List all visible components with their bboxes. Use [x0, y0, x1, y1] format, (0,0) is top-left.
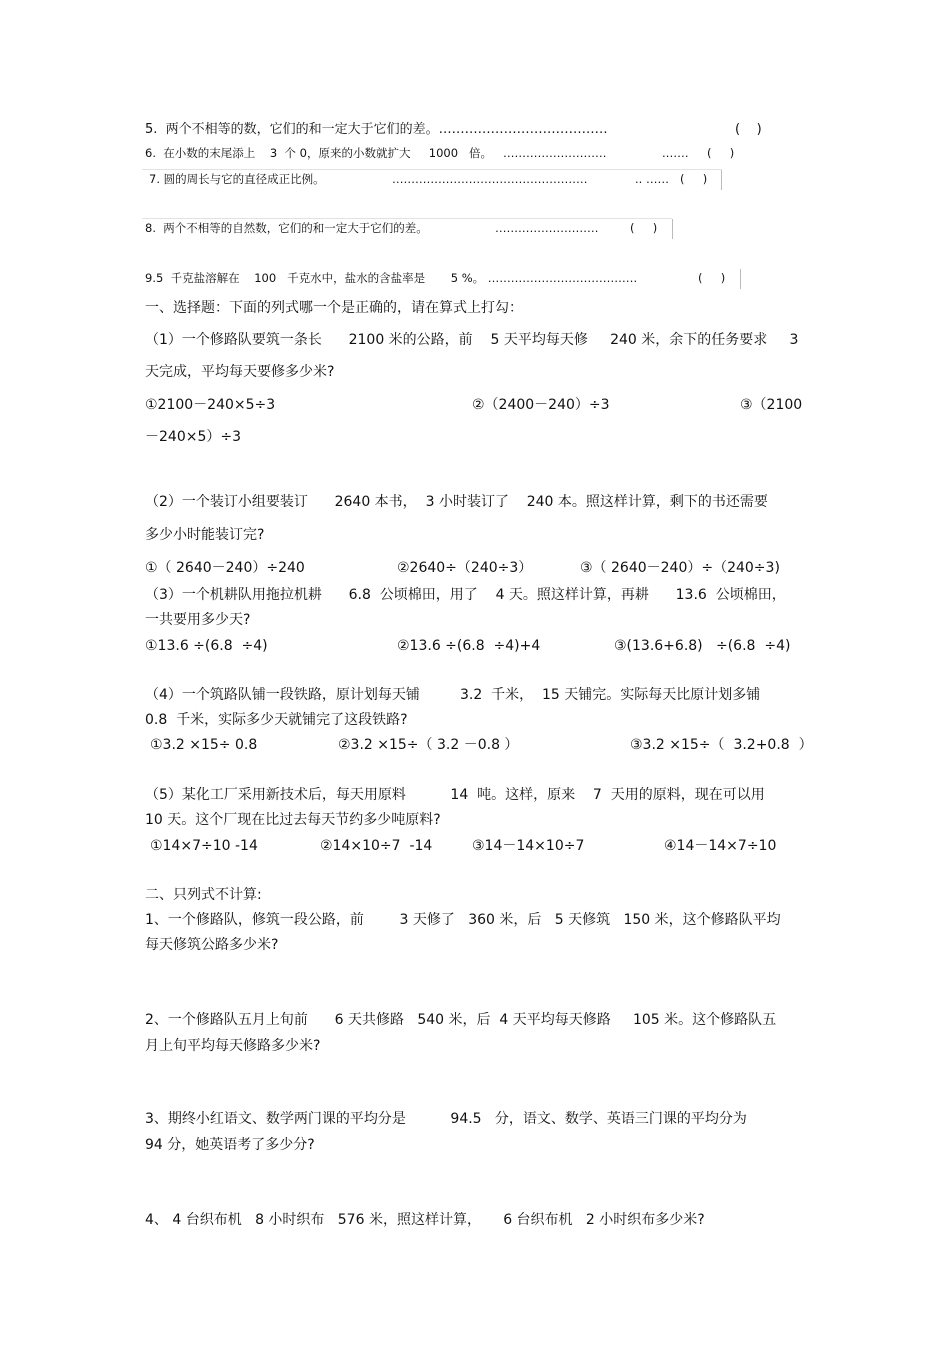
divider: [142, 218, 672, 219]
problem-text: 月上旬平均每天修路多少米?: [145, 1038, 321, 1054]
judge-q9-bracket: ( ): [698, 271, 726, 285]
judge-q7-text: 7. 圆的周长与它的直径成正比例。: [149, 172, 325, 186]
judge-q5-bracket: ( ): [735, 122, 762, 137]
problem-text: （3）一个机耕队用拖拉机耕 6.8 公顷棉田，用了 4 天。照这样计算，再耕 13.6 公顷棉田，: [145, 587, 786, 603]
option-4[interactable]: ④14－14×7÷10: [664, 838, 777, 854]
option-1[interactable]: ①14×7÷10 -14: [150, 838, 258, 854]
divider: [740, 269, 741, 289]
problem-text: 一共要用多少天?: [145, 612, 251, 628]
judge-q6-text: 6. 在小数的末尾添上 3 个 0，原来的小数就扩大 1000 倍。 ………………………: [145, 146, 607, 160]
section-choice-title: 一、选择题：下面的列式哪一个是正确的，请在算式上打勾：: [145, 300, 523, 316]
divider: [721, 170, 722, 190]
judge-q5-text: 5. 两个不相等的数，它们的和一定大于它们的差。…………………………………: [145, 122, 608, 137]
option-1[interactable]: ①13.6 ÷(6.8 ÷4): [145, 638, 268, 654]
option-2[interactable]: ②（2400－240）÷3: [472, 397, 610, 413]
judge-q7-dots2: .. ……: [635, 172, 669, 186]
problem-text: 多少小时能装订完?: [145, 527, 265, 543]
problem-text: （1）一个修路队要筑一条长 2100 米的公路，前 5 天平均每天修 240 米，余下的任务要求 3: [145, 332, 799, 348]
option-3[interactable]: ③(13.6+6.8) ÷(6.8 ÷4): [614, 638, 791, 654]
option-3[interactable]: ③（2100: [740, 397, 803, 413]
judge-q8-bracket: ( ): [630, 221, 658, 235]
problem-text: 1、一个修路队，修筑一段公路，前 3 天修了 360 米，后 5 天修筑 150 米，这个修路队平均: [145, 912, 781, 928]
divider: [672, 219, 673, 239]
problem-text: 0.8 千米，实际多少天就铺完了这段铁路?: [145, 712, 408, 728]
option-3-cont[interactable]: －240×5）÷3: [145, 429, 241, 445]
problem-text: （2）一个装订小组要装订 2640 本书， 3 小时装订了 240 本。照这样计算，剩下的书还需要: [145, 494, 768, 510]
problem-text: 3、期终小红语文、数学两门课的平均分是 94.5 分，语文、数学、英语三门课的平均分为: [145, 1111, 747, 1127]
option-1[interactable]: ①2100－240×5÷3: [145, 397, 276, 413]
judge-q7-bracket: ( ): [680, 172, 708, 186]
judge-q6-dots: .……: [662, 146, 689, 160]
option-2[interactable]: ②2640÷（240÷3）: [397, 560, 533, 576]
judge-q8-dots: ………………………: [495, 221, 599, 235]
problem-text: 天完成，平均每天要修多少米?: [145, 364, 335, 380]
option-2[interactable]: ②13.6 ÷(6.8 ÷4)+4: [397, 638, 541, 654]
judge-q9-text: 9.5 千克盐溶解在 100 千克水中，盐水的含盐率是 5 %。 …………………………………: [145, 271, 638, 285]
option-2[interactable]: ②14×10÷7 -14: [320, 838, 433, 854]
section-formula-title: 二、只列式不计算:: [145, 887, 262, 903]
problem-text: 2、一个修路队五月上旬前 6 天共修路 540 米，后 4 天平均每天修路 105 米。这个修路队五: [145, 1012, 777, 1028]
judge-q6-bracket: ( ): [707, 146, 735, 160]
option-3[interactable]: ③3.2 ×15÷（ 3.2+0.8 ）: [630, 737, 813, 753]
divider: [142, 169, 722, 170]
option-1[interactable]: ①3.2 ×15÷ 0.8: [150, 737, 258, 753]
judge-q7-dots: ……………………………………………: [392, 172, 588, 186]
problem-text: （4）一个筑路队铺一段铁路，原计划每天铺 3.2 千米， 15 天铺完。实际每天比原计划多铺: [145, 687, 761, 703]
judge-q8-text: 8. 两个不相等的自然数，它们的和一定大于它们的差。: [145, 221, 428, 235]
problem-text: 94 分，她英语考了多少分?: [145, 1137, 315, 1153]
option-2[interactable]: ②3.2 ×15÷（ 3.2 －0.8 ）: [338, 737, 519, 753]
option-3[interactable]: ③（ 2640－240）÷（240÷3): [580, 560, 780, 576]
option-1[interactable]: ①（ 2640－240）÷240: [145, 560, 305, 576]
option-3[interactable]: ③14－14×10÷7: [472, 838, 585, 854]
problem-text: 4、 4 台织布机 8 小时织布 576 米，照这样计算， 6 台织布机 2 小时织布多少米?: [145, 1212, 705, 1228]
problem-text: （5）某化工厂采用新技术后，每天用原料 14 吨。这样，原来 7 天用的原料，现在可以用: [145, 787, 765, 803]
problem-text: 每天修筑公路多少米?: [145, 937, 279, 953]
problem-text: 10 天。这个厂现在比过去每天节约多少吨原料?: [145, 812, 441, 828]
